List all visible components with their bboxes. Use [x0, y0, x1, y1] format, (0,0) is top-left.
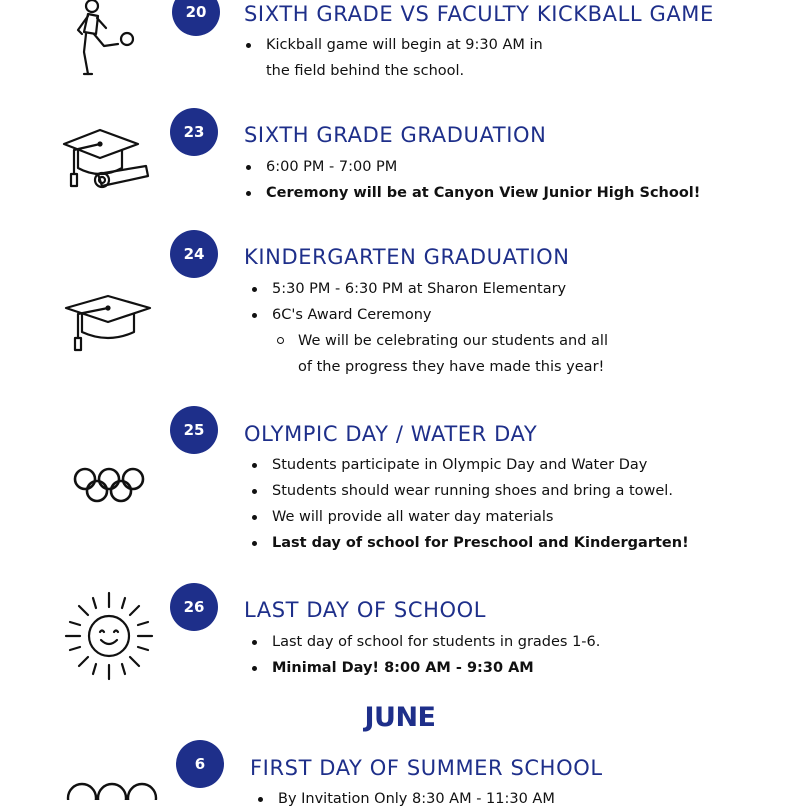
event-details: [252, 786, 555, 812]
date-badge: 25: [170, 406, 218, 454]
graduation-cap-diploma-icon: [60, 128, 152, 194]
graduation-cap-icon: [62, 294, 154, 354]
event-details: [246, 452, 689, 556]
detail-item: 5:30 PM - 6:30 PM at Sharon Elementary: [246, 276, 608, 302]
event-details: [240, 32, 543, 84]
kickball-player-icon: [70, 0, 142, 80]
detail-item: Students should wear running shoes and bring a towel.: [246, 478, 689, 504]
detail-subitem: We will be celebrating our students and all: [246, 328, 608, 354]
detail-item: By Invitation Only 8:30 AM - 11:30 AM: [252, 786, 555, 812]
date-badge: 23: [170, 108, 218, 156]
detail-item: Kickball game will begin at 9:30 AM in: [240, 32, 543, 58]
detail-item: the field behind the school.: [266, 63, 465, 79]
detail-item: Ceremony will be at Canyon View Junior High School!: [240, 180, 700, 206]
detail-item: Last day of school for students in grades 1-6.: [246, 629, 600, 655]
date-badge: 6: [176, 740, 224, 788]
date-badge: 24: [170, 230, 218, 278]
smiling-sun-icon: [62, 590, 156, 682]
detail-item: 6:00 PM - 7:00 PM: [240, 154, 700, 180]
event-details: [246, 629, 600, 681]
detail-item: Last day of school for Preschool and Kindergarten!: [246, 530, 689, 556]
event-details: [246, 276, 608, 380]
event-title: FIRST DAY OF SUMMER SCHOOL: [250, 756, 603, 780]
date-badge: 26: [170, 583, 218, 631]
olympic-rings-icon: [72, 466, 146, 506]
detail-item: 6C's Award Ceremony: [246, 302, 608, 328]
detail-subitem: of the progress they have made this year!: [298, 359, 605, 375]
detail-item: Minimal Day! 8:00 AM - 9:30 AM: [246, 655, 600, 681]
event-title: OLYMPIC DAY / WATER DAY: [244, 422, 538, 446]
event-title: LAST DAY OF SCHOOL: [244, 598, 487, 622]
event-title: SIXTH GRADE VS FACULTY KICKBALL GAME: [244, 2, 714, 26]
event-title: SIXTH GRADE GRADUATION: [244, 123, 547, 147]
event-details: [240, 154, 700, 206]
detail-item: Students participate in Olympic Day and Water Day: [246, 452, 689, 478]
date-badge: 20: [172, 0, 220, 36]
detail-item: We will provide all water day materials: [246, 504, 689, 530]
month-heading: JUNE: [364, 702, 436, 733]
event-title: KINDERGARTEN GRADUATION: [244, 245, 570, 269]
infinity-loops-icon: [66, 780, 158, 800]
